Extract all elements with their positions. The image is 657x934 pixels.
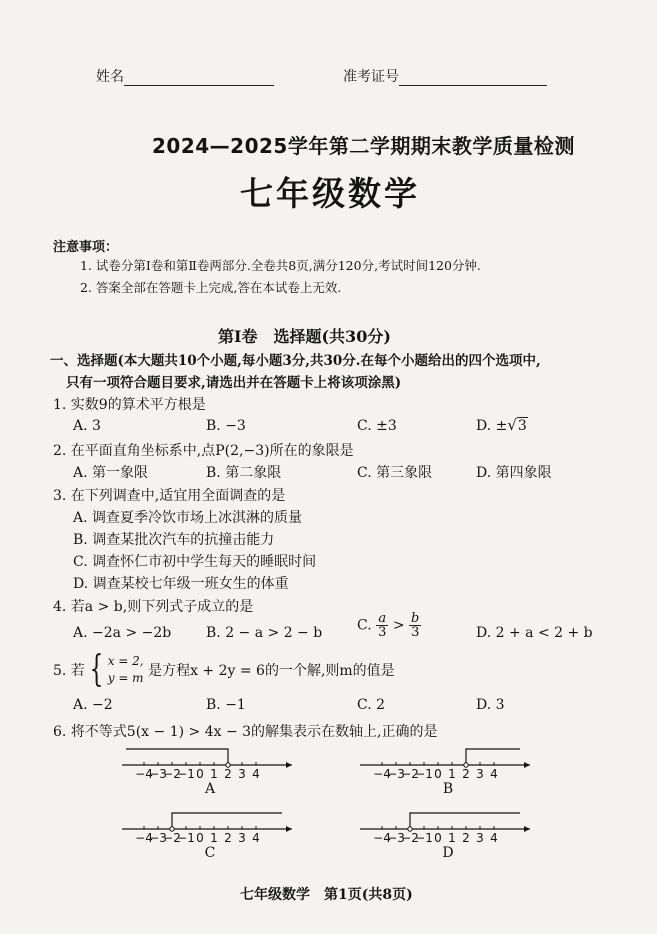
question-4-option-d: D. 2 + a < 2 + b (476, 625, 593, 641)
question-5-option-c: C. 2 (357, 697, 386, 713)
boundary-point (170, 827, 174, 831)
tick-label: 4 (252, 831, 260, 845)
number-line-c (122, 813, 292, 861)
tick-label: 0 (434, 831, 442, 845)
question-4-stem: 4. 若a > b,则下列式子成立的是 (53, 599, 254, 615)
solution-ray (410, 813, 520, 829)
boundary-point (464, 763, 468, 767)
question-5-option-b: B. −1 (206, 697, 246, 713)
question-2-option-c: C. 第三象限 (357, 465, 433, 481)
tick-label: −4 (373, 831, 391, 845)
solution-ray (172, 813, 282, 829)
number-line-diagrams (0, 735, 657, 865)
notes-heading: 注意事项： (53, 240, 119, 255)
question-1-option-d-prefix: D. ± (476, 418, 508, 434)
exam-number-label: 准考证号 (343, 69, 399, 85)
question-5-option-a: A. −2 (73, 697, 113, 713)
question-3-option-d: D. 调查某校七年级一班女生的体重 (73, 576, 289, 592)
note-item-2: 2. 答案全部在答题卡上完成,答在本试卷上无效. (80, 280, 342, 295)
solution-ray (466, 749, 520, 765)
question-1-option-b: B. −3 (206, 418, 246, 434)
question-5-prefix: 5. 若 (53, 663, 85, 679)
tick-label: −3 (149, 831, 167, 845)
system-line-1: x = 2, (107, 654, 144, 668)
tick-label: 2 (224, 767, 232, 781)
question-5-option-d: D. 3 (476, 697, 505, 713)
number-line-b (360, 749, 530, 797)
tick-label: −3 (149, 767, 167, 781)
tick-label: 1 (210, 831, 218, 845)
tick-label: −4 (135, 831, 153, 845)
boundary-point (226, 763, 230, 767)
tick-label: 3 (476, 767, 484, 781)
option-label: B (442, 781, 454, 797)
tick-label: −1 (415, 767, 433, 781)
question-2-option-a: A. 第一象限 (73, 465, 149, 481)
question-1-option-d (476, 416, 528, 434)
name-blank (124, 71, 274, 86)
question-2-option-b: B. 第二象限 (206, 465, 282, 481)
subject-title: 七年级数学 (240, 174, 420, 213)
boundary-point (408, 827, 412, 831)
exam-number-field (343, 66, 547, 86)
tick-label: 0 (196, 831, 204, 845)
tick-label: 2 (462, 831, 470, 845)
question-1-option-a: A. 3 (73, 418, 101, 434)
number-line-d (360, 813, 530, 861)
tick-label: 1 (210, 767, 218, 781)
tick-label: 3 (476, 831, 484, 845)
tick-label: −1 (415, 831, 433, 845)
tick-label: 4 (252, 767, 260, 781)
page-footer: 七年级数学 第1页(共8页) (240, 887, 413, 903)
tick-label: −2 (163, 831, 181, 845)
option-label: D (442, 845, 454, 861)
option-label: A (204, 781, 216, 797)
section-title: 第Ⅰ卷 选择题(共30分) (218, 327, 391, 346)
exam-title: 2024—2025学年第二学期期末教学质量检测 (152, 134, 575, 158)
greater-than-sign: > (392, 617, 405, 634)
equation-system (108, 653, 144, 687)
section-instructions-2: 只有一项符合题目要求,请选出并在答题卡上将该项涂黑) (66, 375, 402, 391)
tick-label: 1 (448, 831, 456, 845)
question-1-option-d-radicand: 3 (517, 418, 527, 434)
number-line-a (122, 749, 292, 797)
name-field (96, 66, 274, 86)
section-instructions-1: 一、选择题(本大题共10个小题,每小题3分,共30分.在每个小题给出的四个选项中, (50, 353, 541, 369)
tick-label: 3 (238, 831, 246, 845)
tick-label: 3 (238, 767, 246, 781)
tick-label: 2 (462, 767, 470, 781)
question-1-option-c: C. ±3 (357, 418, 397, 434)
name-label: 姓名 (96, 69, 124, 85)
tick-label: 0 (434, 767, 442, 781)
question-2-stem: 2. 在平面直角坐标系中,点P(2,−3)所在的象限是 (53, 443, 354, 459)
question-3-option-b: B. 调查某批次汽车的抗撞击能力 (73, 532, 275, 548)
axis-arrow (286, 762, 292, 768)
question-1-stem: 1. 实数9的算术平方根是 (53, 397, 206, 413)
question-2-option-d: D. 第四象限 (476, 465, 552, 481)
tick-label: 4 (490, 767, 498, 781)
question-3-option-c: C. 调查怀仁市初中学生每天的睡眠时间 (73, 554, 317, 570)
numerator-a: a (376, 612, 388, 626)
fraction-a-over-3 (376, 612, 388, 639)
sqrt-sign: √ (507, 416, 517, 434)
numerator-b: b (411, 611, 420, 626)
tick-label: −1 (177, 831, 195, 845)
denominator-3: 3 (378, 625, 387, 640)
question-5-suffix: 是方程x + 2y = 6的一个解,则m的值是 (148, 663, 395, 679)
tick-label: −2 (401, 767, 419, 781)
tick-label: 4 (490, 831, 498, 845)
left-brace: { (89, 649, 104, 690)
question-4-option-c (357, 612, 421, 639)
solution-ray (126, 749, 228, 765)
tick-label: −2 (401, 831, 419, 845)
axis-arrow (524, 762, 530, 768)
question-6-stem: 6. 将不等式5(x − 1) > 4x − 3的解集表示在数轴上,正确的是 (53, 724, 438, 740)
tick-label: −3 (387, 767, 405, 781)
axis-arrow (286, 826, 292, 832)
question-4-option-a: A. −2a > −2b (73, 625, 172, 641)
system-line-2: y = m (107, 671, 144, 685)
denominator-3-b: 3 (411, 625, 420, 640)
tick-label: 2 (224, 831, 232, 845)
question-3-option-a: A. 调查夏季冷饮市场上冰淇淋的质量 (73, 510, 303, 526)
exam-number-blank (399, 71, 547, 86)
tick-label: 0 (196, 767, 204, 781)
question-5-stem (53, 649, 395, 690)
option-label: C (204, 845, 216, 861)
tick-label: −4 (373, 767, 391, 781)
tick-label: −1 (177, 767, 195, 781)
axis-arrow (524, 826, 530, 832)
tick-label: −3 (387, 831, 405, 845)
fraction-b-over-3 (409, 612, 421, 639)
note-item-1: 1. 试卷分第Ⅰ卷和第Ⅱ卷两部分.全卷共8页,满分120分,考试时间120分钟. (80, 258, 481, 273)
tick-label: −4 (135, 767, 153, 781)
question-3-stem: 3. 在下列调查中,适宜用全面调查的是 (53, 488, 286, 504)
question-4-option-b: B. 2 − a > 2 − b (206, 625, 323, 641)
tick-label: 1 (448, 767, 456, 781)
question-4-option-c-prefix: C. (357, 617, 372, 634)
tick-label: −2 (163, 767, 181, 781)
